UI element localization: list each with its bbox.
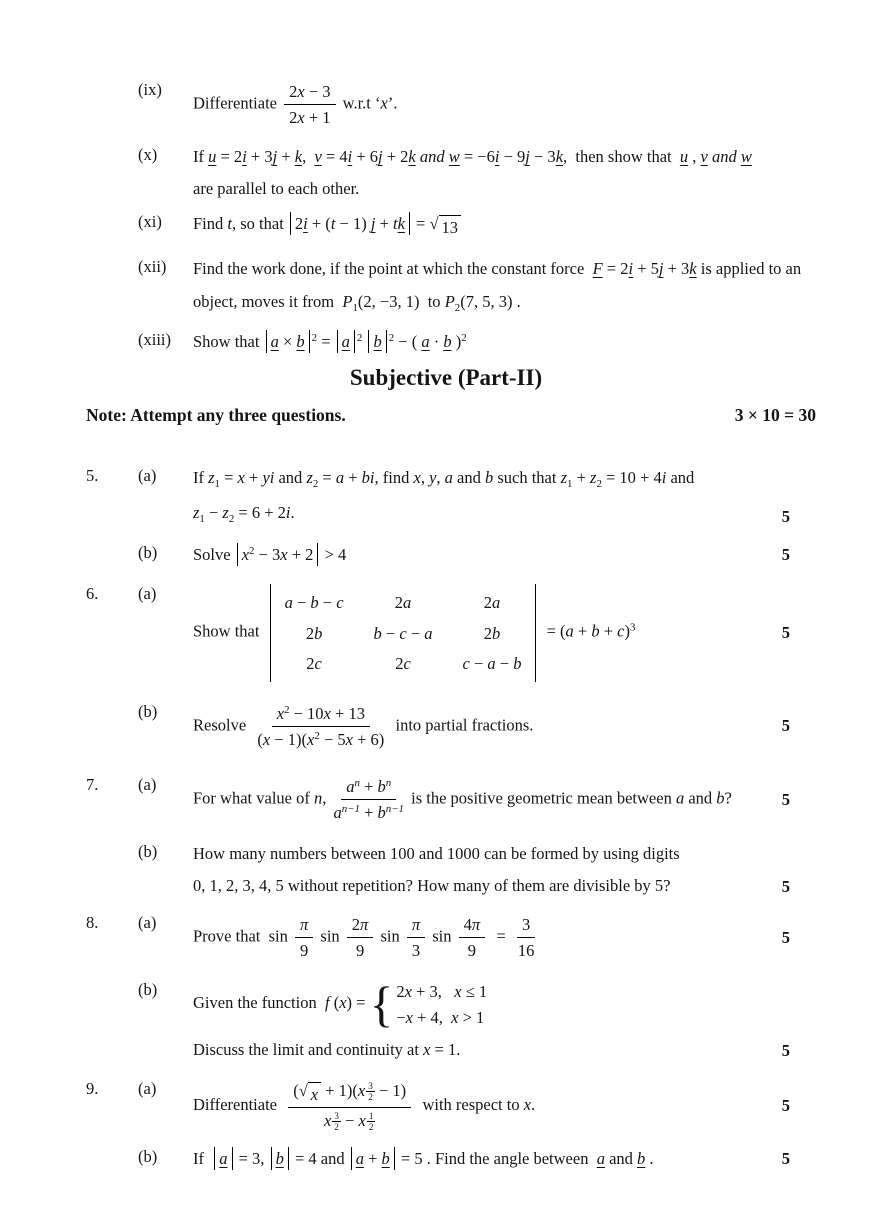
math-line: are parallel to each other. xyxy=(193,179,360,199)
question-7b-row xyxy=(86,842,842,897)
vector-symbol: k xyxy=(555,147,564,167)
math-line: For what value of n, $\frac{a^n + b^n}{a^{n-1} + b^{n-1}}$ is the positive geometric mean between a and b? xyxy=(193,775,754,824)
marks-value: 5 xyxy=(781,789,790,809)
fraction: $\frac{2\pi}{9}$ xyxy=(347,913,374,962)
math-line: Find the work done, if the point at which the constant force F = 2i + 5j + 3k is applied to an xyxy=(193,259,802,279)
item-label: (x) xyxy=(138,145,158,165)
vector-symbol: b xyxy=(373,331,382,351)
item-body xyxy=(193,257,842,315)
part-label: (b) xyxy=(138,543,158,563)
item-label: (xii) xyxy=(138,257,167,277)
question-9b-row xyxy=(86,1147,842,1170)
question-9a-row xyxy=(86,1079,842,1133)
vector-symbol: i xyxy=(347,147,353,167)
math-line: Prove that sin $\frac{\pi}{9}$ sin $\frac{2\pi}{9}$ sin $\frac{\pi}{3}$ sin $\frac{4\pi}{9}$ = $\frac{3}{16}$ xyxy=(193,913,754,962)
absolute-value-bars xyxy=(214,1147,232,1170)
item-x-row xyxy=(86,145,842,200)
absolute-value-bars: a + b xyxy=(351,1147,395,1170)
vector-symbol: i xyxy=(628,259,634,279)
part-label: (b) xyxy=(138,701,158,721)
vector-symbol: b xyxy=(637,1149,646,1169)
math-line: How many numbers between 100 and 1000 can be formed by using digits xyxy=(193,844,680,864)
fraction: $\frac{4\pi}{9}$ xyxy=(459,913,486,962)
question-body xyxy=(193,913,754,962)
part-label: (b) xyxy=(138,1147,158,1167)
fraction: $\frac{\pi}{9}$ xyxy=(295,913,313,962)
question-number: 7. xyxy=(86,774,99,794)
vector-symbol: i xyxy=(242,147,247,167)
vector-symbol: j xyxy=(525,147,530,167)
absolute-value-bars: a × b xyxy=(266,330,310,353)
item-xiii-row xyxy=(86,330,842,353)
vector-symbol: a xyxy=(341,331,350,351)
vector-symbol: k xyxy=(294,147,303,167)
note-text: Note: Attempt any three questions. xyxy=(86,404,346,425)
math-line: Find t, so that 2i + (t − 1) j + tk = √ 13 xyxy=(193,212,842,239)
vector-symbol: b xyxy=(296,331,305,351)
vector-symbol: u xyxy=(679,147,689,167)
part-label: (b) xyxy=(138,980,158,1000)
question-body xyxy=(193,842,754,897)
item-body xyxy=(193,80,842,129)
question-number: 6. xyxy=(86,584,99,604)
vector-symbol: a xyxy=(421,331,430,351)
question-6a-row xyxy=(86,584,842,681)
question-body xyxy=(193,1079,754,1133)
math-line: Given the function f (x) = { 2x + 3, x ≤ 1 −x + 4, x > 1 xyxy=(193,976,488,1032)
marks-value: 5 xyxy=(781,877,790,897)
question-body xyxy=(193,1147,754,1170)
math-line: If a = 3, b = 4 and a + b = 5 . Find the angle between a and b . xyxy=(193,1147,754,1170)
math-line: Resolve $\frac{x^2 - 10x + 13}{(x - 1)(x^2 - 5x + 6)}$ into partial fractions. xyxy=(193,702,754,751)
question-5b-row xyxy=(86,543,842,566)
marks-value: 5 xyxy=(781,716,790,736)
fraction: $\frac{2x - 3}{2x + 1}$ xyxy=(284,80,335,129)
question-8b-row xyxy=(86,976,842,1060)
math-line: If u = 2i + 3j + k, v = 4i + 6j + 2k and w = −6i − 9j − 3k, then show that u , v and w xyxy=(193,147,752,167)
part-label: (a) xyxy=(138,774,157,794)
vector-symbol: w xyxy=(448,147,460,167)
section-heading: Subjective (Part-II) xyxy=(349,364,543,390)
vector-symbol: i xyxy=(494,147,500,167)
part-label: (a) xyxy=(138,584,157,604)
vector-symbol: a xyxy=(219,1149,228,1169)
vector-symbol: b xyxy=(443,331,452,351)
fraction-exponent: $\frac{3}{2}$ xyxy=(334,1110,339,1133)
vector-symbol: i xyxy=(303,214,308,234)
question-body xyxy=(193,466,754,527)
radical: √ x xyxy=(299,1082,321,1106)
math-line: 0, 1, 2, 3, 4, 5 without repetition? How many of them are divisible by 5? xyxy=(193,876,671,896)
vector-symbol: j xyxy=(378,147,383,167)
question-body xyxy=(193,976,754,1060)
vector-symbol: b xyxy=(381,1149,390,1169)
vector-symbol: j xyxy=(658,259,664,279)
vector-symbol: a xyxy=(355,1149,364,1169)
fraction: $\frac{\pi}{3}$ xyxy=(407,913,425,962)
radical: √ 13 xyxy=(429,215,461,239)
item-label: (ix) xyxy=(138,80,162,99)
fraction: $\frac{3}{16}$ xyxy=(517,915,535,961)
question-number: 8. xyxy=(86,913,99,933)
math-line: Show that a − b − c 2a 2a 2b b − c − a 2b 2c 2c c − a − b = $(a + b + c)^3$ xyxy=(193,584,754,681)
math-line: Solve $x^2 - 3x + 2 > 4$ xyxy=(193,543,754,566)
piecewise-function: { 2x + 3, x ≤ 1 −x + 4, x > 1 xyxy=(369,976,488,1032)
question-8a-row xyxy=(86,913,842,962)
determinant: a − b − c 2a 2a 2b b − c − a 2b 2c 2c c − a − b xyxy=(270,584,537,681)
absolute-value-bars xyxy=(337,330,355,353)
question-5a-row xyxy=(86,466,842,527)
marks-value: 5 xyxy=(781,927,790,947)
question-body xyxy=(193,543,754,566)
vector-symbol: k xyxy=(408,147,416,167)
question-body xyxy=(193,702,754,751)
absolute-value-bars xyxy=(368,330,386,353)
marks-scheme: 3 × 10 = 30 xyxy=(734,404,816,425)
marks-value: 5 xyxy=(781,544,790,564)
question-6b-row xyxy=(86,702,842,751)
part-label: (a) xyxy=(138,1078,157,1098)
absolute-value-bars: $x^2 - 3x + 2$ xyxy=(237,543,319,566)
math-line: Differentiate ( √ x + 1)(x $\frac{3}{2}$ − 1) x $\frac{3}{2}$ − x $\frac{1}{2}$ with respect to x. xyxy=(193,1080,536,1133)
item-body xyxy=(193,145,842,200)
fraction: $\frac{a^n + b^n}{a^{n-1} + b^{n-1}}$ xyxy=(333,776,404,823)
vector-symbol: F xyxy=(592,259,603,279)
math-line: $z_1 - z_2 = 6 + 2i$. xyxy=(193,503,295,526)
absolute-value-bars xyxy=(271,1147,289,1170)
item-label: (xi) xyxy=(138,212,162,232)
question-number: 9. xyxy=(86,1078,99,1098)
vector-symbol: j xyxy=(370,214,376,234)
question-number: 5. xyxy=(86,465,99,485)
marks-value: 5 xyxy=(781,507,790,527)
math-line: Discuss the limit and continuity at x = 1. xyxy=(193,1039,461,1059)
vector-symbol: b xyxy=(275,1149,284,1169)
part-label: (a) xyxy=(138,913,157,933)
item-xii-row xyxy=(86,257,842,315)
item-ix-row xyxy=(86,80,842,129)
marks-value: 5 xyxy=(781,1095,790,1115)
item-xi-row xyxy=(86,212,842,239)
math-line: If $z_1 = x$ + yi and $z_2 = a$ + bi, find x, y, a and b such that $z_1 + z_2 = 10 + 4i$ and xyxy=(193,467,695,490)
math-line: object, moves it from $P_1(2$, −3, 1) to $P_2(7$, 5, 3) . xyxy=(193,291,521,314)
part-label: (b) xyxy=(138,842,158,862)
vector-symbol: a xyxy=(270,331,279,351)
fraction: ( √ x + 1)(x $\frac{3}{2}$ − 1) x $\frac{3}{2}$ − x $\frac{1}{2}$ xyxy=(288,1079,411,1133)
subjective-questions-section xyxy=(86,466,842,1170)
absolute-value-bars: 2i + (t − 1) j + tk xyxy=(290,212,410,235)
math-line: Differentiate $\frac{2x - 3}{2x + 1}$ w.r.t ‘x’. xyxy=(193,80,842,129)
vector-symbol: a xyxy=(596,1149,605,1169)
question-7a-row xyxy=(86,775,842,824)
marks-value: 5 xyxy=(781,1148,790,1168)
vector-symbol: k xyxy=(689,259,697,279)
fraction: $\frac{x^2 - 10x + 13}{(x - 1)(x^2 - 5x + 6)}$ xyxy=(257,703,385,749)
vector-symbol: j xyxy=(272,147,278,167)
item-body xyxy=(193,212,842,239)
fraction-exponent: $\frac{3}{2}$ xyxy=(368,1080,373,1103)
fraction-exponent: $\frac{1}{2}$ xyxy=(368,1110,374,1133)
marks-value: 5 xyxy=(781,1040,790,1060)
question-body xyxy=(193,584,754,681)
vector-symbol: v xyxy=(314,147,322,167)
marks-value: 5 xyxy=(781,623,790,643)
math-line: Show that a × b $^2$ = a $^2$ b $^2$ − ( a · b )$^2$ xyxy=(193,330,842,353)
vector-symbol: w xyxy=(740,147,752,167)
item-label: (xiii) xyxy=(138,329,171,349)
vector-symbol: u xyxy=(208,147,217,167)
part-label: (a) xyxy=(138,465,157,485)
item-body xyxy=(193,330,842,353)
short-questions-section xyxy=(86,80,842,353)
question-body xyxy=(193,775,754,824)
vector-symbol: k xyxy=(397,214,405,234)
note-row xyxy=(86,405,842,426)
vector-symbol: v xyxy=(700,147,708,167)
